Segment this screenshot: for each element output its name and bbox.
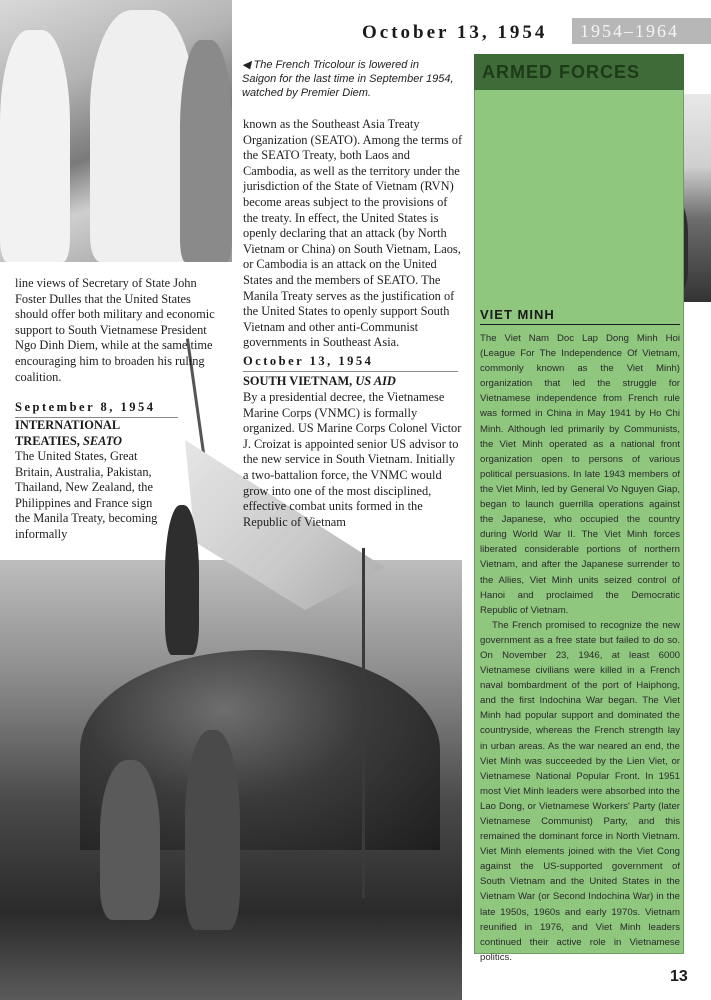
caption-text: The French Tricolour is lowered in Saigon for the last time in September 1954, watched by Premier Diem. bbox=[242, 59, 454, 99]
caption-arrow-icon: ◀ bbox=[242, 59, 251, 71]
section-heading-treaties bbox=[15, 418, 175, 449]
dulles-continued-text: line views of Secretary of State John Foster Dulles that the United States should offer both military and economic support to South Vietnamese President Ngo Dinh Diem, while at the same time encouraging him to broaden his ruling coalition. bbox=[15, 276, 215, 384]
sidebar-paragraph: The French promised to recognize the new government as a free state but failed to do so. On November 23, 1946, at least 6000 Vietnamese civilians were killed in a French naval bombardment of the port of Haiphong, and the first Indochina War began. The Viet Minh had popular support and dominated the countryside, whereas the French strength lay in urban areas. As the war neared an end, the Viet Minh was succeeded by the Lien Viet, or Vietnamese National Popular Front. In 1951 most Viet Minh leaders were absorbed into the Lao Dong, or Vietnamese Workers' Party (later Vietnamese Communist) Party, and this remained the dominant force in North Vietnam. Viet Minh elements joined with the Viet Cong against the US-supported government of South Vietnam and the United States in the Vietnam War (or Second Indochina War) in the late 1950s, 1960s and early 1970s. Vietnam reunified in 1976, and Viet Minh leaders continued their active role in Vietnamese politics. bbox=[480, 619, 680, 963]
heading-main: INTERNATIONAL TREATIES, bbox=[15, 418, 120, 448]
seato-continued-text: known as the Southeast Asia Treaty Organization (SEATO). Among the terms of the SEATO Treaty, both Laos and Cambodia, as well as the territory under the jurisdiction of the State of Vietnam (RVN) become areas subject to the provisions of the treaty. In effect, the United States is openly declaring that an attack (by North Vietnam or China) on South Vietnam, Laos, or Cambodia is an attack on the United States and the members of SEATO. The Manila Treaty serves as the justification of the United States to openly support South Vietnam and other anti-Communist governments in Southeast Asia. bbox=[243, 117, 463, 350]
soldier-figure bbox=[185, 730, 240, 930]
heading-main: SOUTH VIETNAM, bbox=[243, 374, 353, 388]
section-date-sept: September 8, 1954 bbox=[15, 400, 178, 418]
heading-sub: US AID bbox=[355, 374, 396, 388]
photo-tricolour-ceremony bbox=[0, 0, 232, 262]
soldier-figure bbox=[100, 760, 160, 920]
section-body-us-aid: By a presidential decree, the Vietnamese Marine Corps (VNMC) is formally organized. US Marine Corps Colonel Victor J. Croizat is appointed senior US advisor to the new service in South Vietnam. Initially a two-battalion force, the VNMC would grow into one of the most disciplined, effective combat units formed in the Republic of Vietnam bbox=[243, 390, 462, 529]
soldier-figure bbox=[165, 505, 199, 655]
section-date-oct: October 13, 1954 bbox=[243, 354, 458, 372]
page-date-header: October 13, 1954 bbox=[362, 22, 548, 43]
heading-sub: SEATO bbox=[82, 433, 122, 448]
section-heading-us-aid bbox=[243, 374, 463, 390]
year-range-tab: 1954–1964 bbox=[572, 18, 711, 44]
sidebar-paragraph: The Viet Nam Doc Lap Dong Minh Hoi (League For The Independence Of Vietnam, commonly known as the Viet Minh) organization that led the struggle for Vietnamese independence from French rule was formed in China in May 1941 by Ho Chi Minh. Although led primarily by Communists, the Viet Minh operated as a national front organization open to persons of various political persuasions. In late 1943 members of the Viet Minh, led by General Vo Nguyen Giap, began to launch guerrilla operations against the Japanese, who occupied the country during World War II. The Viet Minh forces liberated considerable portions of northern Vietnam, and after the Japanese surrender to the Allies, Viet Minh units seized control of Hanoi and proclaimed the Democratic Republic of Vietnam. bbox=[480, 333, 680, 616]
photo-caption bbox=[242, 58, 456, 100]
page-number: 13 bbox=[670, 968, 688, 985]
tent-pole bbox=[362, 548, 365, 898]
section-body-treaties: The United States, Great Britain, Australia, Pakistan, Thailand, New Zealand, the Philippines and France sign the Manila Treaty, becoming informally bbox=[15, 449, 158, 541]
sidebar-title: VIET MINH bbox=[480, 307, 680, 325]
sidebar-body bbox=[480, 331, 680, 965]
sidebar-banner: ARMED FORCES bbox=[474, 54, 684, 90]
